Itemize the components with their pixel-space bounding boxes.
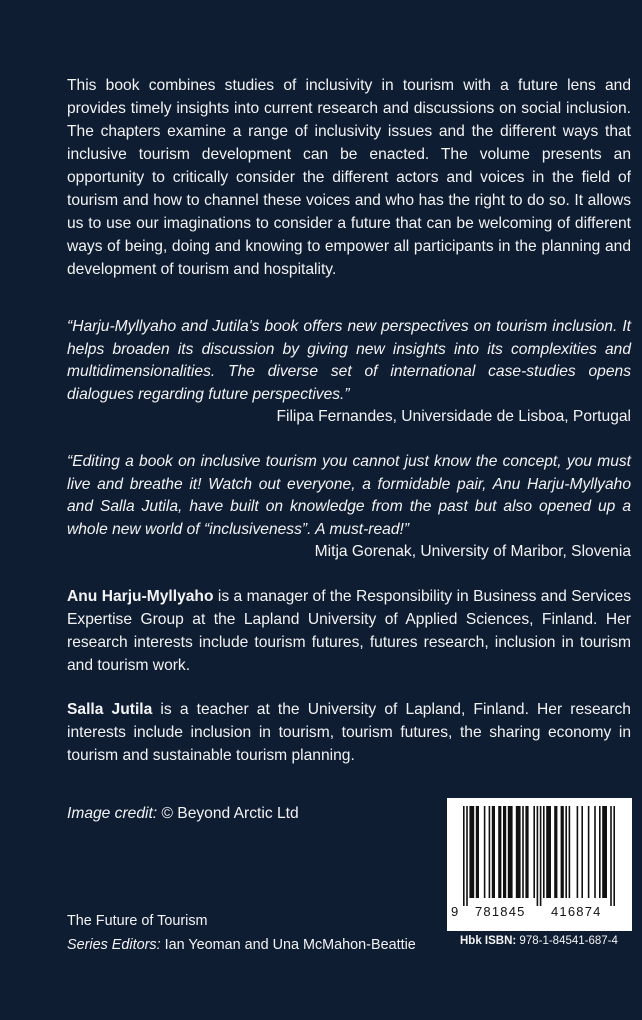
barcode-bar — [463, 806, 465, 906]
barcode-bar — [613, 806, 615, 906]
author-bio-1 — [67, 585, 631, 677]
barcode-bar — [569, 806, 571, 898]
barcode-bar — [484, 806, 486, 898]
endorsement-quote: “Harju-Myllyaho and Jutila's book offers new perspectives on tourism inclusion. It helps broaden its discussion by giving new insights into its complexities and multidimensionalities. The diverse set of international case-studies opens dialogues regarding future perspectives.” — [67, 318, 631, 403]
barcode-bar — [540, 806, 542, 906]
series-editors-names: Ian Yeoman and Una McMahon-Beattie — [160, 937, 416, 953]
barcode-bar — [537, 806, 539, 906]
barcode-bar — [581, 806, 583, 898]
author-bio-text: is a teacher at the University of Lapland, Finland. Her research interests include inclusion in tourism, tourism futures, the sharing economy in tourism and sustainable tourism planning. — [67, 701, 631, 764]
isbn-line — [460, 935, 618, 947]
barcode-bar — [503, 806, 506, 898]
barcode-bar — [498, 806, 501, 898]
barcode-bar — [533, 806, 535, 898]
series-editors-label: Series Editors: — [67, 937, 161, 953]
barcode-bar — [546, 806, 551, 898]
barcode-bar — [476, 806, 479, 898]
barcode-bars — [455, 806, 624, 906]
series-title: The Future of Tourism — [67, 913, 208, 929]
barcode-bar — [610, 806, 612, 906]
isbn-barcode — [447, 798, 632, 931]
barcode-bar — [554, 806, 557, 898]
barcode-bar — [508, 806, 513, 898]
author-name: Salla Jutila — [67, 701, 153, 718]
barcode-bar — [561, 806, 564, 898]
barcode-bar — [565, 806, 567, 898]
author-bio-2 — [67, 698, 631, 767]
barcode-bar — [577, 806, 579, 898]
barcode-bar — [599, 806, 601, 898]
series-info — [67, 909, 416, 957]
barcode-digits — [447, 904, 632, 922]
barcode-bar — [525, 806, 528, 898]
endorsement-quote: “Editing a book on inclusive tourism you cannot just know the concept, you must live and breathe it! Watch out everyone, a formidable pair, Anu Harju-Myllyaho and Salla Jutila, have built on knowledge from the past but also opened up a whole new world of “inclusiveness”. A must-read!” — [67, 453, 631, 538]
barcode-bar — [543, 806, 545, 898]
barcode-bar — [469, 806, 474, 898]
barcode-bar — [489, 806, 491, 898]
barcode-bar — [522, 806, 524, 898]
barcode-bar — [594, 806, 596, 898]
barcode-bar — [516, 806, 521, 898]
barcode-bar — [466, 806, 468, 906]
series-editors — [67, 933, 416, 957]
isbn-label: Hbk ISBN: — [460, 935, 517, 947]
barcode-bar — [492, 806, 495, 898]
endorsement-1 — [67, 316, 631, 429]
endorsement-attribution: Mitja Gorenak, University of Maribor, Slovenia — [314, 543, 631, 560]
image-credit-label: Image credit: — [67, 805, 158, 822]
barcode-bar — [588, 806, 590, 898]
barcode-first-digit: 9 — [451, 904, 459, 919]
isbn-value: 978-1-84541-687-4 — [516, 935, 618, 947]
barcode-digit-group-1: 781845 — [475, 904, 526, 919]
barcode-digit-group-2: 416874 — [551, 904, 602, 919]
endorsement-2 — [67, 451, 631, 564]
image-credit-value: © Beyond Arctic Ltd — [157, 805, 299, 822]
barcode-bar — [602, 806, 607, 898]
book-description: This book combines studies of inclusivity in tourism with a future lens and provides timely insights into current research and discussions on social inclusion. The chapters examine a range of inclusivity issues and the different ways that inclusive tourism development can be enacted. The volume presents an opportunity to critically consider the different actors and voices in the field of tourism and how to channel these voices and who has the right to do so. It allows us to use our imaginations to consider a future that can be welcoming of different ways of being, doing and knowing to empower all participants in the planning and development of tourism and hospitality. — [67, 77, 631, 278]
image-credit — [67, 805, 299, 823]
author-bio-text: is a manager of the Responsibility in Business and Services Expertise Group at the Lapland University of Applied Sciences, Finland. Her research interests include tourism futures, futures research, inclusion in tourism and tourism work. — [67, 588, 631, 674]
endorsement-attribution: Filipa Fernandes, Universidade de Lisboa, Portugal — [276, 408, 631, 425]
author-name: Anu Harju-Myllyaho — [67, 588, 214, 605]
